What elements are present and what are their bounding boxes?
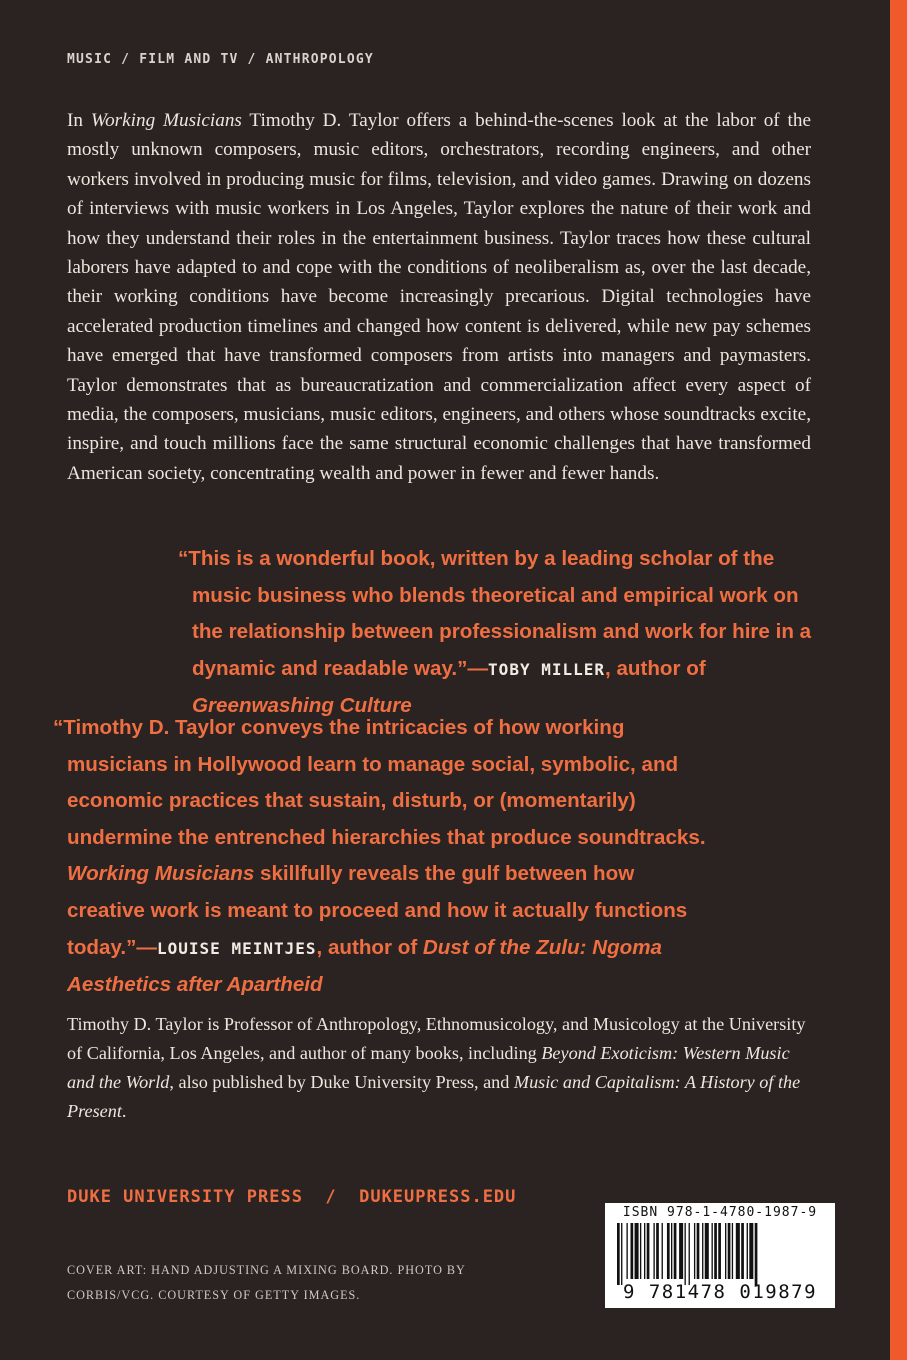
blurb-author-name: LOUISE MEINTJES	[157, 938, 317, 958]
barcode-bar	[747, 1223, 748, 1279]
bio-book: Beyond Exoticism: Western Music and the World	[67, 1043, 790, 1092]
barcode-bar	[674, 1223, 677, 1279]
barcode-bar	[741, 1223, 744, 1279]
barcode-bar	[718, 1223, 721, 1279]
bio-book: Music and Capitalism: A History of the Present	[67, 1072, 801, 1121]
barcode-bar	[626, 1223, 627, 1279]
blurb-louise-meintjes: “Timothy D. Taylor conveys the intricacies of how working musicians in Hollywood learn to manage social, symbolic, and economic practices that sustain, disturb, or (momentarily) undermine the entrenched hierarchies that produce soundtracks. Working Musicians skillfully reveals the gulf between how creative work is meant to proceed and how it actually functions today.”—LOUISE MEINTJES, author of Dust of the Zulu: Ngoma Aesthetics after Apartheid	[53, 716, 706, 997]
barcode-bar	[656, 1223, 659, 1279]
barcode-digits: 9 781478 019879	[622, 1281, 818, 1303]
barcode-bar	[732, 1223, 733, 1279]
barcode-bar	[714, 1223, 717, 1279]
barcode-bar	[749, 1223, 753, 1279]
barcode-bar	[640, 1223, 641, 1279]
publisher-line: DUKE UNIVERSITY PRESS / DUKEUPRESS.EDU	[67, 1187, 517, 1207]
blurb-author-name: TOBY MILLER	[488, 659, 606, 679]
blurb-author-book: Greenwashing Culture	[192, 694, 412, 718]
barcode-bar	[644, 1223, 645, 1279]
barcode-bar	[679, 1223, 683, 1279]
barcode-bar	[631, 1223, 634, 1279]
isbn-label: ISBN 978-1-4780-1987-9	[622, 1205, 818, 1220]
category-label: MUSIC / FILM AND TV / ANTHROPOLOGY	[67, 52, 374, 67]
barcode-bar	[712, 1223, 713, 1279]
barcode-bar	[685, 1223, 686, 1285]
barcode-bar	[621, 1223, 622, 1285]
barcode-bar	[697, 1223, 700, 1279]
barcode-bar	[702, 1223, 703, 1279]
barcode-bar	[635, 1223, 639, 1279]
barcode-bar	[617, 1223, 620, 1285]
barcode	[605, 1203, 835, 1308]
book-description: In Working Musicians Timothy D. Taylor offers a behind-the-scenes look at the labor of the mostly unknown composers, music editors, orchestrators, recording engineers, and other workers involved in producing music for films, television, and video games. Drawing on dozens of interviews with music workers in Los Angeles, Taylor explores the nature of their work and how they understand their roles in the entertainment business. Taylor traces how these cultural laborers have adapted to and cope with the conditions of neoliberalism as, over the last decade, their working conditions have become increasingly precarious. Digital technologies have accelerated production timelines and changed how content is delivered, while new pay schemes have emerged that have transformed composers from artists into managers and paymasters. Taylor demonstrates that as bureaucratization and commercialization affect every aspect of media, the composers, musicians, music editors, engineers, and others whose soundtracks excite, inspire, and touch millions face the same structural economic challenges that have transformed American society, concentrating wealth and power in fewer and fewer hands.	[67, 110, 811, 484]
blurb-author-book: Dust of the Zulu: Ngoma Aesthetics after Apartheid	[67, 935, 662, 997]
author-bio: Timothy D. Taylor is Professor of Anthropology, Ethnomusicology, and Musicology at the University of California, Los Angeles, and author of many books, including Beyond Exoticism: Western Music and the World, also published by Duke University Press, and Music and Capitalism: A History of the Present.	[67, 1014, 806, 1121]
barcode-bar	[725, 1223, 726, 1279]
cover-credit: COVER ART: HAND ADJUSTING A MIXING BOARD. PHOTO BY CORBIS/VCG. COURTESY OF GETTY IMAGES.	[67, 1263, 466, 1302]
barcode-bar	[694, 1223, 695, 1279]
barcode-bar	[671, 1223, 672, 1279]
spine-strip	[890, 0, 907, 1360]
barcode-bar	[705, 1223, 709, 1279]
barcode-bars	[615, 1223, 825, 1285]
barcode-bar	[662, 1223, 663, 1279]
barcode-bar	[736, 1223, 740, 1279]
blurb-toby-miller: “This is a wonderful book, written by a leading scholar of the music business who blends theoretical and empirical work on the relationship between professionalism and work for hire in a dynamic and readable way.”—TOBY MILLER, author of Greenwashing Culture	[178, 547, 812, 718]
barcode-bar	[755, 1223, 758, 1285]
barcode-bar	[689, 1223, 690, 1285]
barcode-bar	[647, 1223, 650, 1279]
barcode-bar	[667, 1223, 670, 1279]
book-title: Working Musicians	[67, 862, 255, 886]
book-title: Working Musicians	[90, 110, 242, 131]
barcode-bar	[728, 1223, 731, 1279]
barcode-bar	[653, 1223, 654, 1279]
